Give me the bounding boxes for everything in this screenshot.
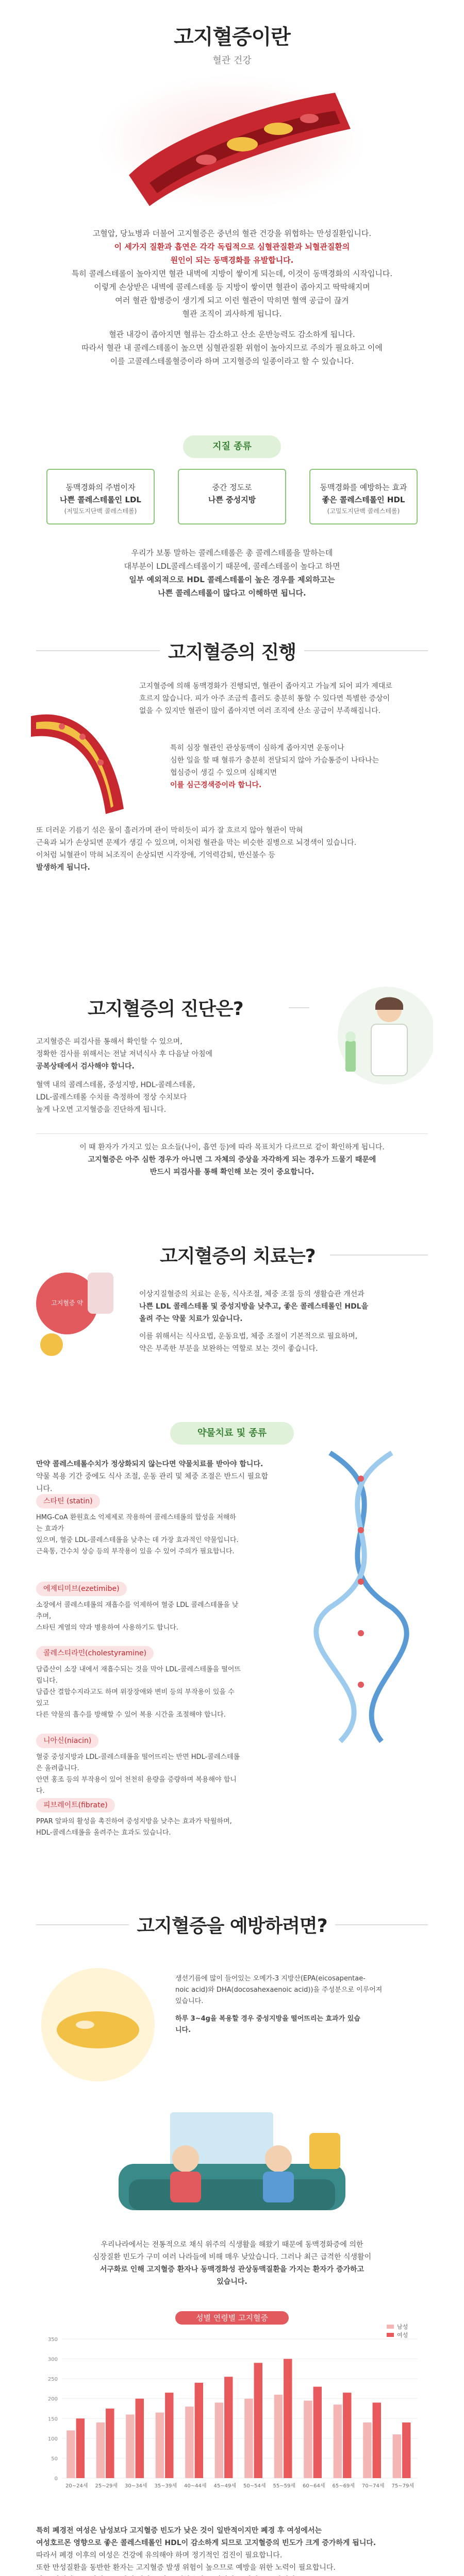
type-hdl-line3: (고밀도지단백 콜레스테롤) <box>327 507 400 515</box>
x-tick-label: 30~34세 <box>125 2483 147 2489</box>
progress-text-2 <box>170 742 449 791</box>
y-tick-label: 150 <box>47 2416 58 2422</box>
drug-cholestyramine-t1: 담즙산이 소장 내에서 재흡수되는 것을 막아 LDL-콜레스테롤을 떨어뜨립니다. <box>36 1666 241 1685</box>
bar-남성-5 <box>215 2402 223 2478</box>
diagnosis-text-2 <box>0 1141 464 1178</box>
bar-여성-9 <box>343 2393 351 2478</box>
intro-p7: 혈관 조직이 괴사하게 됩니다. <box>182 309 282 318</box>
intro-p2: 이 세가지 질환과 흡연은 각각 독립적으로 심혈관질환과 뇌혈관질환의 <box>114 242 350 251</box>
x-tick-label: 55~59세 <box>273 2483 295 2489</box>
bar-여성-4 <box>195 2383 203 2478</box>
x-tick-label: 60~64세 <box>303 2483 325 2489</box>
bar-여성-1 <box>106 2409 114 2478</box>
diagnosis-line <box>289 1007 309 1008</box>
chart-container <box>36 2308 428 2504</box>
type-ldl-line1: 동맥경화의 주범이자 <box>65 483 136 492</box>
type-box-ldl <box>46 469 155 524</box>
progress-p10: 이처럼 뇌혈관이 막혀 뇌조직이 손상되면 시각장애, 기억력감퇴, 반신불수 등 <box>36 851 275 859</box>
x-tick-label: 75~79세 <box>391 2483 414 2489</box>
drugs-intro2: 약물 복용 기간 중에도 식사 조절, 운동 관리 및 체중 조절은 반드시 필요합니다. <box>36 1472 269 1493</box>
bar-여성-10 <box>373 2402 381 2478</box>
prevention-p9: 있습니다. <box>217 2278 247 2286</box>
types-label: 지질 종류 <box>183 435 281 458</box>
drug-cholestyramine-t2: 담즙산 결합수지라고도 하며 위장장애와 변비 등의 부작용이 있을 수 있고 <box>36 1688 235 1707</box>
x-tick-label: 20~24세 <box>65 2483 88 2489</box>
omega-illustration <box>36 1963 160 2087</box>
drug-fibrate-t2: HDL-콜레스테롤을 올려주는 효과도 있습니다. <box>36 1829 171 1837</box>
drugs-intro1: 만약 콜레스테롤수치가 정상화되지 않는다면 약물치료를 받아야 합니다. <box>36 1460 263 1468</box>
legend-swatch-1 <box>387 2333 394 2337</box>
drug-cholestyramine-name: 콜레스티라민(cholestyramine) <box>36 1646 154 1660</box>
types-p3: 일부 예외적으로 HDL 콜레스테롤이 높은 경우를 제외하고는 <box>129 575 335 584</box>
treatment-p4: 이를 위해서는 식사요법, 운동요법, 체중 조절이 기본적으로 필요하며, <box>139 1332 358 1341</box>
closing-text <box>36 2524 428 2576</box>
drug-fibrate-t1: PPAR 알파의 활성을 촉진하여 중성지방을 낮추는 효과가 탁월하며, <box>36 1818 232 1825</box>
bar-남성-8 <box>304 2401 312 2478</box>
treatment-p5: 약은 부족한 부분을 보완하는 역할로 보는 것이 좋습니다. <box>139 1345 318 1353</box>
type-hdl-line2: 좋은 콜레스테롤인 HDL <box>322 495 405 504</box>
treatment-line <box>330 1255 428 1256</box>
y-tick-label: 0 <box>54 2476 58 2482</box>
diagnosis-divider <box>36 1133 428 1134</box>
bar-남성-1 <box>96 2422 105 2478</box>
diagnosis-p4: 혈액 내의 콜레스테롤, 중성지방, HDL-콜레스테롤, <box>36 1081 195 1089</box>
progress-p5: 심한 일을 할 때 혈류가 충분히 전달되지 않아 가슴통증이 나타나는 <box>170 756 379 765</box>
diagnosis-p1: 고지혈증은 피검사를 통해서 확인할 수 있으며, <box>36 1038 183 1046</box>
progress-p2: 흐르지 않습니다. 피가 아주 조금씩 흘러도 충분히 통할 수 있다면 특별한 증상이 <box>139 694 390 703</box>
closing-p3: 따라서 폐경 이후의 여성은 건강에 유의해야 하며 정기적인 검진이 필요합니다. <box>36 2551 283 2560</box>
bar-남성-10 <box>363 2422 371 2478</box>
bar-여성-2 <box>136 2399 144 2478</box>
prevention-text-2 <box>0 2239 464 2288</box>
bar-남성-3 <box>156 2413 164 2478</box>
progress-p1: 고지혈증에 의해 동맥경화가 진행되면, 혈관이 좁아지고 가늘게 되어 피가 제대로 <box>139 682 392 690</box>
bar-여성-5 <box>224 2377 233 2478</box>
progress-p7: 이를 심근경색증이라 합니다. <box>170 781 262 789</box>
type-tg-line2: 나쁜 중성지방 <box>208 495 256 504</box>
progress-heading: 고지혈증의 진행 <box>168 642 296 663</box>
bar-남성-2 <box>126 2415 134 2478</box>
intro-p5: 이렇게 손상받은 내벽에 콜레스테롤 등 지방이 쌓이면 혈관이 좁아지고 딱딱해지며 <box>94 282 370 292</box>
drug-ezetimibe-t1: 소장에서 콜레스테롤의 재흡수를 억제하여 혈중 LDL 콜레스테롤을 낮추며, <box>36 1601 239 1620</box>
diagnosis-text-1 <box>36 1036 325 1116</box>
closing-p5 <box>36 2574 428 2576</box>
doctor-icon <box>330 979 433 1092</box>
type-hdl-line1: 동맥경화를 예방하는 효과 <box>320 483 407 492</box>
artery-icon <box>0 72 464 211</box>
dna-illustration <box>289 1443 433 1752</box>
types-p4: 나쁜 콜레스테롤이 많다고 이해하면 됩니다. <box>158 588 306 598</box>
intro-p1: 고혈압, 당뇨병과 더불어 고지혈증은 중년의 혈관 건강을 위협하는 만성질환입니다. <box>92 229 372 238</box>
bar-여성-7 <box>284 2359 292 2478</box>
drug-statin-t3: 근육통, 간수치 상승 등의 부작용이 있을 수 있어 주의가 필요합니다. <box>36 1548 235 1555</box>
closing-p2: 여성호르몬 영향으로 좋은 콜레스테롤인 HDL이 감소하게 되므로 고지혈증의 빈도가 크게 증가하게 됩니다. <box>36 2539 376 2547</box>
diagnosis-p2: 정확한 검사를 위해서는 전날 저녁식사 후 다음날 아침에 <box>36 1050 213 1058</box>
drug-statin-t1: HMG-CoA 환원효소 억제제로 작용하여 콜레스테롤의 합성을 저해하는 효과가 <box>36 1514 236 1533</box>
diagnosis-p8: 고지혈증은 아주 심한 경우가 아니면 그 자체의 증상을 자각하게 되는 경우가 드물기 때문에 <box>88 1156 376 1164</box>
prevention-p6: 우리나라에서는 전통적으로 채식 위주의 식생활을 해왔기 때문에 동맥경화증에 의한 <box>101 2241 363 2249</box>
progress-text-1 <box>139 680 449 717</box>
progress-p8: 또 더러운 기름기 섞은 물이 흘러가며 관이 막히듯이 피가 잘 흐르지 않아 혈관이 막혀 <box>36 826 303 835</box>
omega3-icon <box>36 1963 160 2087</box>
drug-niacin-text <box>36 1752 242 1797</box>
couch-icon <box>0 2102 464 2236</box>
diagnosis-p3: 공복상태에서 검사해야 합니다. <box>36 1062 135 1071</box>
bar-여성-6 <box>254 2363 262 2478</box>
treatment-p1: 이상지질혈증의 치료는 운동, 식사조절, 체중 조절 등의 생활습관 개선과 <box>139 1290 364 1298</box>
treatment-text <box>139 1288 449 1355</box>
doctor-illustration <box>330 979 433 1092</box>
intro-p9: 따라서 혈관 내 콜레스테롤이 높으면 심혈관질환 위험이 높아지므로 주의가 필요하고 이에 <box>81 343 383 352</box>
drug-fibrate-text <box>36 1816 242 1839</box>
legend-label-0: 남성 <box>397 2324 408 2330</box>
y-tick-label: 250 <box>47 2377 58 2383</box>
type-tg-line1: 중간 정도로 <box>212 483 252 492</box>
x-tick-label: 25~29세 <box>95 2483 118 2489</box>
drugs-intro <box>36 1458 273 1495</box>
types-p2: 대부분이 LDL콜레스테롤이기 때문에, 콜레스테롤이 높다고 하면 <box>124 562 340 571</box>
diagnosis-p9: 반드시 피검사를 통해 확인해 보는 것이 중요합니다. <box>150 1168 314 1176</box>
couch-illustration <box>0 2102 464 2236</box>
page-subtitle: 혈관 건강 <box>212 55 252 66</box>
intro-text <box>0 227 464 368</box>
bar-여성-8 <box>313 2387 322 2478</box>
dna-icon <box>289 1443 433 1752</box>
prevention-p1: 생선기름에 많이 들어있는 오메가-3 지방산(EPA(eicosapentae- <box>175 1975 366 1982</box>
type-ldl-line2: 나쁜 콜레스테롤인 LDL <box>60 495 141 504</box>
x-tick-label: 40~44세 <box>184 2483 207 2489</box>
drug-ezetimibe-name: 에제티미브(ezetimibe) <box>36 1582 127 1596</box>
x-tick-label: 70~74세 <box>362 2483 385 2489</box>
drug-statin-t2: 있으며, 혈중 LDL-콜레스테롤을 낮추는 데 가장 효과적인 약물입니다. <box>36 1536 239 1544</box>
bar-남성-0 <box>67 2430 75 2478</box>
intro-p8: 혈관 내강이 좁아지면 혈류는 감소하고 산소 운반능력도 감소하게 됩니다. <box>109 330 355 339</box>
treatment-p2: 나쁜 LDL 콜레스테롤 및 중성지방을 낮추고, 좋은 콜레스테롤인 HDL을 <box>139 1302 369 1311</box>
x-tick-label: 65~69세 <box>332 2483 355 2489</box>
drug-cholestyramine-text <box>36 1664 242 1721</box>
bar-남성-7 <box>274 2395 283 2478</box>
progress-p11: 발생하게 됩니다. <box>36 863 90 872</box>
intro-p3: 원인이 되는 동맥경화를 유발합니다. <box>170 256 294 265</box>
prevention-p4: 하루 3~4g을 복용할 경우 중성지방을 떨어뜨리는 효과가 있습 <box>175 2015 360 2023</box>
types-text <box>0 546 464 600</box>
prevention-p5: 니다. <box>175 2026 191 2034</box>
y-tick-label: 350 <box>47 2337 58 2343</box>
diagnosis-p6: 높게 나오면 고지혈증을 진단하게 됩니다. <box>36 1106 167 1114</box>
x-tick-label: 50~54세 <box>243 2483 266 2489</box>
bar-남성-6 <box>244 2399 253 2478</box>
type-box-hdl <box>309 469 418 524</box>
drug-niacin-t1: 혈중 중성지방과 LDL-콜레스테롤을 떨어뜨리는 반면 HDL-콜레스테롤은 올려줍니다. <box>36 1753 240 1772</box>
y-tick-label: 200 <box>47 2396 58 2402</box>
bar-남성-4 <box>185 2406 193 2478</box>
legend-label-1: 여성 <box>397 2332 408 2338</box>
progress-p3: 없을 수 있지만 혈관이 많이 좁아지면 여러 조직에 산소 공급이 부족해집니다. <box>139 707 381 715</box>
legend-swatch-0 <box>387 2325 394 2329</box>
bar-여성-11 <box>402 2422 410 2478</box>
drug-niacin-t2: 안면 홍조 등의 부작용이 있어 천천히 용량을 증량하며 복용해야 합니다. <box>36 1776 237 1795</box>
type-box-tg <box>178 469 286 524</box>
bar-남성-9 <box>334 2404 342 2478</box>
intro-p4: 특히 콜레스테롤이 높아지면 혈관 내벽에 지방이 쌓이게 되는데, 이것이 동맥경화의 시작입니다. <box>71 269 393 278</box>
intro-p10: 이를 고콜레스테롤혈증이라 하며 고지혈증의 일종이라고 할 수 있습니다. <box>110 357 354 366</box>
drugs-label: 약물치료 및 종류 <box>170 1422 294 1445</box>
treatment-heading: 고지혈증의 치료는? <box>160 1246 316 1267</box>
intro-p6: 여러 혈관 합병증이 생기게 되고 이런 혈관이 막히면 혈액 공급이 끊겨 <box>115 296 349 305</box>
y-tick-label: 50 <box>51 2456 58 2462</box>
types-p1: 우리가 보통 말하는 콜레스테롤은 총 콜레스테롤을 말하는데 <box>131 548 333 557</box>
closing-p4: 또한 만성질환을 동반한 환자는 고지혈증 발생 위험이 높으므로 예방을 위한 노력이 필요합니다. <box>36 2564 336 2572</box>
progress-p4: 특히 심장 혈관인 관상동맥이 심하게 좁아지면 운동이나 <box>170 744 344 752</box>
drug-niacin-name: 니아신(niacin) <box>36 1734 98 1748</box>
prevention-p7: 심장질환 빈도가 구미 여러 나라들에 비해 매우 낮았습니다. 그러나 최근 급격한 식생활이 <box>92 2253 372 2261</box>
drug-cholestyramine-t3: 다른 약물의 흡수를 방해할 수 있어 복용 시간을 조절해야 합니다. <box>36 1711 226 1719</box>
y-tick-label: 300 <box>47 2357 58 2363</box>
drug-statin-text <box>36 1512 242 1557</box>
x-tick-label: 45~49세 <box>213 2483 236 2489</box>
treatment-badge: 고지혈증 약 <box>51 1299 83 1307</box>
drug-ezetimibe-text <box>36 1600 242 1634</box>
artery-illustration <box>0 72 464 211</box>
bar-남성-11 <box>393 2434 401 2478</box>
prevention-text-1 <box>175 1973 433 2036</box>
diagnosis-heading: 고지혈증의 진단은? <box>88 998 243 1020</box>
pill-icon <box>31 1257 124 1360</box>
type-ldl-line3: (저밀도지단백 콜레스테롤) <box>64 507 137 515</box>
bar-여성-0 <box>76 2418 85 2478</box>
y-tick-label: 100 <box>47 2436 58 2442</box>
age-gender-chart <box>36 2308 428 2504</box>
drug-ezetimibe-t2: 스타틴 계열의 약과 병용하여 사용하기도 합니다. <box>36 1624 178 1632</box>
chart-title: 성별 연령별 고지혈증 <box>196 2313 268 2323</box>
treatment-p3: 올려 주는 약물 치료가 있습니다. <box>139 1315 243 1323</box>
intro-header <box>0 21 464 66</box>
x-tick-label: 35~39세 <box>154 2483 177 2489</box>
prevention-p3: 있습니다. <box>175 1997 204 2005</box>
prevention-heading: 고지혈증을 예방하려면? <box>137 1916 327 1937</box>
progress-text-3 <box>36 824 428 874</box>
bar-여성-3 <box>165 2393 173 2478</box>
page-title: 고지혈증이란 <box>174 25 290 49</box>
diagnosis-p7: 이 때 환자가 가지고 있는 요소들(나이, 흡연 등)에 따라 목표치가 다르므로 같이 확인하게 됩니다. <box>79 1143 385 1151</box>
prevention-p8: 서구화로 인해 고지혈증 환자나 동맥경화성 관상동맥질환을 가지는 환자가 증가하고 <box>100 2265 364 2274</box>
pill-illustration <box>31 1257 124 1360</box>
progress-p6: 협심증이 생길 수 있으며 심해지면 <box>170 769 277 777</box>
closing-p1: 특히 폐경전 여성은 남성보다 고지혈증 빈도가 낮은 것이 일반적이지만 폐경 후 여성에서는 <box>36 2527 322 2535</box>
prevention-p2: noic acid)와 DHA(docosahexaenoic acid))을 주성분으로 이루어져 <box>175 1986 383 1994</box>
progress-p9: 근육과 뇌가 손상되면 문제가 생길 수 있으며, 이처럼 혈관을 막는 비슷한 질병으로 뇌경색이 있습니다. <box>36 839 357 847</box>
drug-fibrate-name: 피브레이트(fibrate) <box>36 1798 115 1812</box>
diagnosis-p5: LDL-콜레스테롤 수치를 측정하여 정상 수치보다 <box>36 1093 187 1101</box>
drug-statin-name: 스타틴 (statin) <box>36 1494 100 1509</box>
